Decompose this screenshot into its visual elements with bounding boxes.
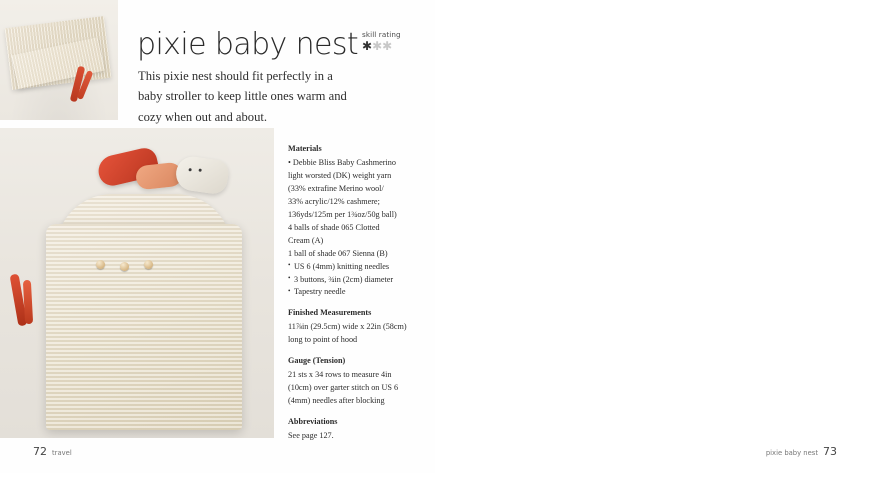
photo-baby-nest-main bbox=[0, 128, 274, 438]
materials-yarn-line: 1 ball of shade 067 Sienna (B) bbox=[288, 248, 388, 258]
list-item: • 3 buttons, ¾in (2cm) diameter bbox=[288, 274, 416, 287]
materials-list bbox=[288, 261, 416, 300]
list-item: • Tapestry needle bbox=[288, 286, 416, 299]
toy-white-mouse bbox=[174, 155, 230, 196]
materials-yarn-line: 4 balls of shade 065 Clotted bbox=[288, 222, 380, 232]
toy-eye bbox=[198, 169, 201, 172]
footer-left bbox=[33, 440, 72, 459]
right-page bbox=[435, 0, 870, 473]
gauge-heading: Gauge (Tension) bbox=[288, 356, 346, 366]
skill-rating bbox=[362, 30, 422, 53]
gauge-text: 21 sts x 34 rows to measure 4in (10cm) over garter stitch on US 6 (4mm) needles after blocking bbox=[288, 370, 399, 406]
page-title: pixie baby nest bbox=[137, 27, 359, 62]
materials-yarn-line: 136yds/125m per 1¾oz/50g ball) bbox=[288, 209, 397, 219]
page-number: 73 bbox=[823, 445, 837, 458]
abbreviations-block bbox=[288, 416, 416, 443]
photo-folded-blanket bbox=[0, 0, 118, 120]
left-page bbox=[0, 0, 435, 473]
skill-rating-stars bbox=[362, 40, 422, 53]
star-empty-icon: ✱ bbox=[382, 39, 393, 53]
star-filled-icon: ✱ bbox=[362, 39, 373, 53]
materials-yarn-line: • Debbie Bliss Baby Cashmerino bbox=[288, 157, 396, 167]
nest-body bbox=[46, 224, 242, 430]
footer-section-label: pixie baby nest bbox=[765, 449, 818, 457]
materials-yarn-line: (33% extrafine Merino wool/ bbox=[288, 183, 384, 193]
skill-rating-label: skill rating bbox=[362, 30, 401, 39]
materials-heading: Materials bbox=[288, 144, 322, 153]
materials-yarn-line: Cream (A) bbox=[288, 235, 324, 245]
materials-column bbox=[288, 143, 416, 451]
materials-yarn-line: 33% acrylic/12% cashmere; bbox=[288, 196, 380, 206]
intro-paragraph: This pixie nest should fit perfectly in a baby stroller to keep little ones warm and cozy when out and about. bbox=[138, 69, 347, 124]
finished-measurements-block bbox=[288, 307, 416, 347]
abbreviations-text: See page 127. bbox=[288, 431, 334, 441]
star-empty-icon: ✱ bbox=[372, 39, 383, 53]
abbreviations-heading: Abbreviations bbox=[288, 417, 338, 427]
toy-eye bbox=[188, 168, 191, 171]
page-number: 72 bbox=[33, 445, 47, 458]
footer-section-label: travel bbox=[52, 449, 72, 457]
materials-yarn-line: light worsted (DK) weight yarn bbox=[288, 170, 392, 180]
footer-right bbox=[766, 440, 837, 459]
gauge-block bbox=[288, 355, 416, 408]
finished-measurements-text: 11⅞in (29.5cm) wide x 22in (58cm) long to point of hood bbox=[288, 322, 407, 345]
tassel-main-secondary bbox=[23, 280, 33, 324]
materials-block bbox=[288, 143, 416, 299]
list-item: • US 6 (4mm) knitting needles bbox=[288, 261, 416, 274]
button-icon bbox=[120, 262, 129, 271]
finished-measurements-heading: Finished Measurements bbox=[288, 308, 372, 318]
button-icon bbox=[96, 260, 105, 269]
button-icon bbox=[144, 260, 153, 269]
